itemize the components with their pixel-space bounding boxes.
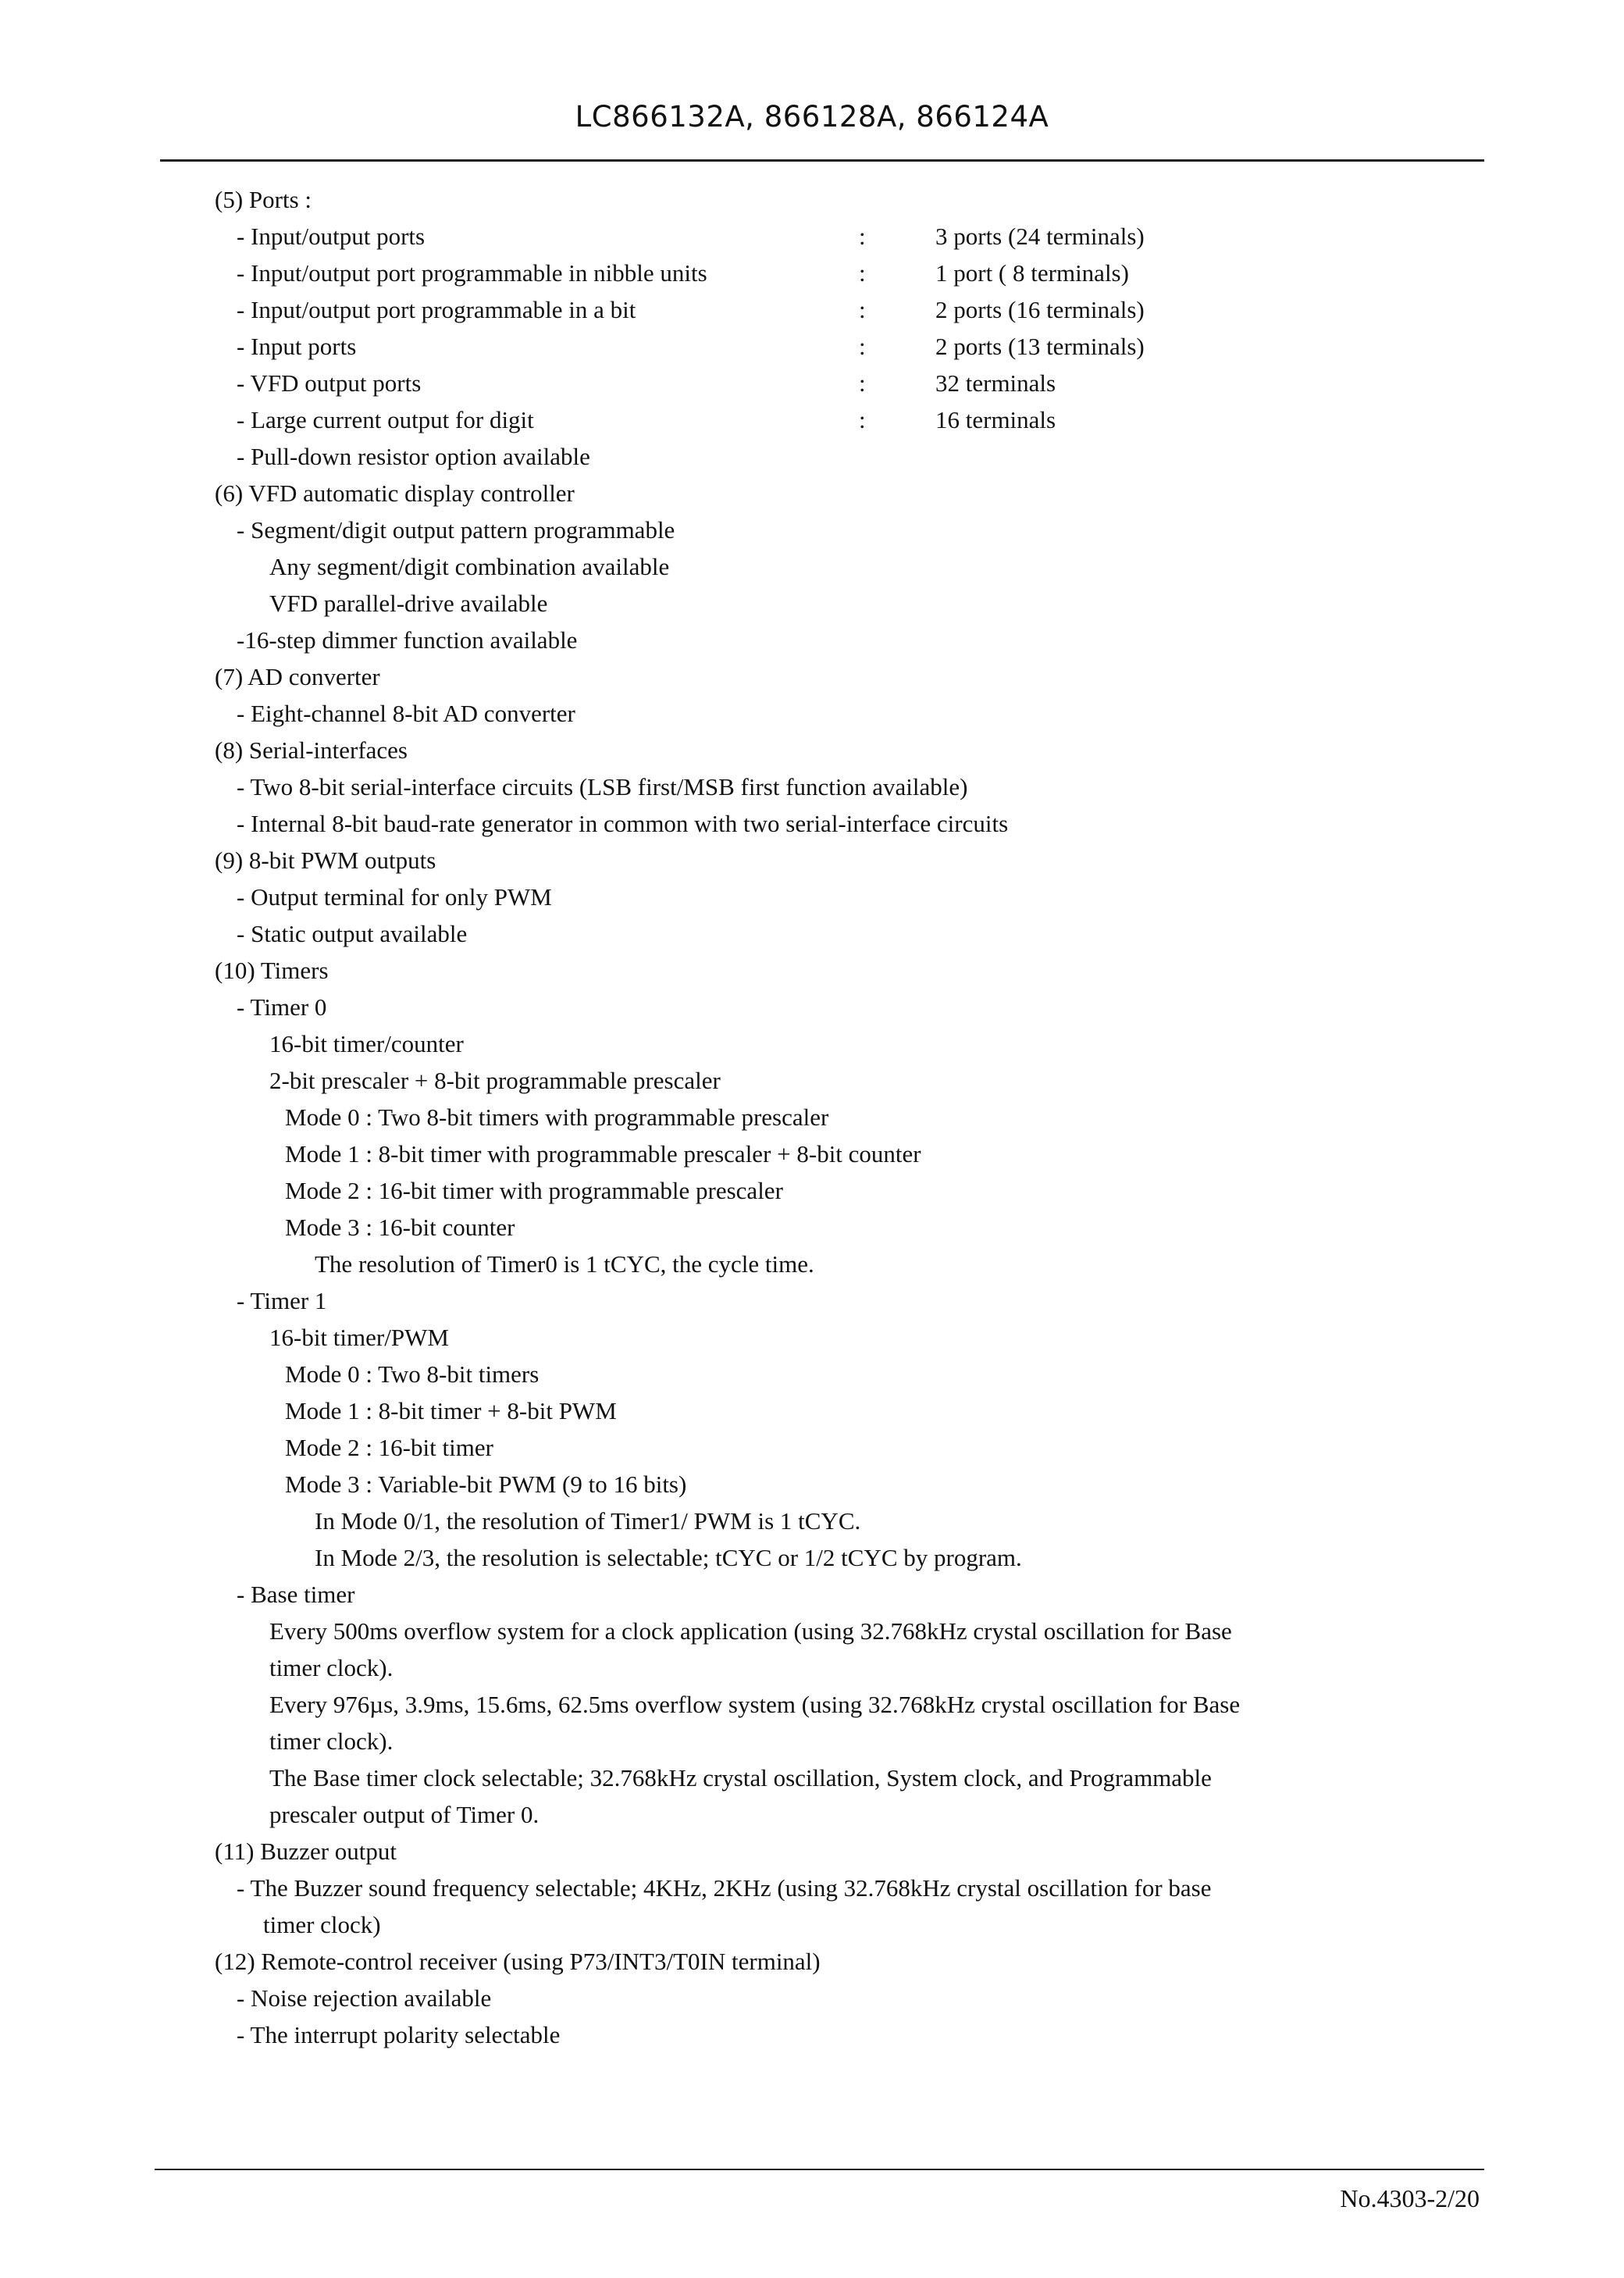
ports-row-label: - Input ports	[237, 333, 357, 360]
ad-line: - Eight-channel 8-bit AD converter	[237, 700, 575, 727]
ports-row-value: 1 port ( 8 terminals)	[935, 259, 1129, 287]
vfd-line: VFD parallel-drive available	[269, 590, 548, 617]
base-timer-line: timer clock).	[269, 1727, 394, 1755]
pwm-line: - Output terminal for only PWM	[237, 883, 552, 911]
timer1-resolution: In Mode 0/1, the resolution of Timer1/ PWM is 1 tCYC.	[315, 1507, 861, 1535]
timer1-line: 16-bit timer/PWM	[269, 1324, 449, 1351]
ports-row-value: 16 terminals	[935, 406, 1056, 433]
ports-row-value: 2 ports (13 terminals)	[935, 333, 1145, 360]
serial-line: - Two 8-bit serial-interface circuits (LSB first/MSB first function available)	[237, 773, 968, 800]
timer0-mode: Mode 2 : 16-bit timer with programmable prescaler	[285, 1177, 783, 1204]
ports-row-label: - VFD output ports	[237, 369, 422, 397]
base-timer-line: prescaler output of Timer 0.	[269, 1801, 540, 1828]
timer1-mode: Mode 3 : Variable-bit PWM (9 to 16 bits)	[285, 1471, 687, 1498]
section-serial-heading: (8) Serial-interfaces	[215, 736, 408, 764]
timer1-resolution: In Mode 2/3, the resolution is selectable; tCYC or 1/2 tCYC by program.	[315, 1544, 1022, 1571]
vfd-line: Any segment/digit combination available	[269, 553, 670, 580]
vfd-line: -16-step dimmer function available	[237, 626, 578, 654]
remote-line: - The interrupt polarity selectable	[237, 2021, 561, 2048]
ports-row-sep: :	[859, 223, 866, 250]
buzzer-line: timer clock)	[263, 1911, 381, 1938]
ports-row-label: - Input/output port programmable in nibble units	[237, 259, 707, 287]
timer1-mode: Mode 1 : 8-bit timer + 8-bit PWM	[285, 1397, 617, 1424]
timer0-mode: Mode 0 : Two 8-bit timers with programmable prescaler	[285, 1103, 829, 1131]
timer1-mode: Mode 0 : Two 8-bit timers	[285, 1360, 540, 1388]
buzzer-line: - The Buzzer sound frequency selectable; 4KHz, 2KHz (using 32.768kHz crystal oscillation for base	[237, 1874, 1212, 1902]
header-rule	[160, 159, 1484, 162]
timer0-title: - Timer 0	[237, 993, 327, 1021]
remote-line: - Noise rejection available	[237, 1984, 492, 2012]
base-timer-title: - Base timer	[237, 1581, 355, 1608]
ports-row-value: 32 terminals	[935, 369, 1056, 397]
ports-row-label: - Input/output port programmable in a bit	[237, 296, 636, 323]
ports-row-label: - Input/output ports	[237, 223, 426, 250]
ports-row-sep: :	[859, 406, 866, 433]
section-ports-heading: (5) Ports :	[215, 186, 312, 213]
footer-rule	[155, 2169, 1484, 2170]
ports-row-value: 2 ports (16 terminals)	[935, 296, 1145, 323]
page-title: LC866132A, 866128A, 866124A	[575, 100, 1049, 134]
section-ad-heading: (7) AD converter	[215, 663, 380, 690]
serial-line: - Internal 8-bit baud-rate generator in common with two serial-interface circuits	[237, 810, 1009, 837]
ports-row-value: 3 ports (24 terminals)	[935, 223, 1145, 250]
timer1-mode: Mode 2 : 16-bit timer	[285, 1434, 493, 1461]
pwm-line: - Static output available	[237, 920, 468, 947]
ports-row-sep: :	[859, 333, 866, 360]
ports-row-sep: :	[859, 259, 866, 287]
timer0-line: 2-bit prescaler + 8-bit programmable prescaler	[269, 1067, 721, 1094]
ports-pulldown: - Pull-down resistor option available	[237, 443, 590, 470]
section-pwm-heading: (9) 8-bit PWM outputs	[215, 847, 436, 874]
base-timer-line: Every 500ms overflow system for a clock application (using 32.768kHz crystal oscillation for Base	[269, 1617, 1232, 1645]
timer0-mode: Mode 3 : 16-bit counter	[285, 1214, 515, 1241]
timer1-title: - Timer 1	[237, 1287, 327, 1314]
section-remote-heading: (12) Remote-control receiver (using P73/INT3/T0IN terminal)	[215, 1948, 821, 1975]
base-timer-line: Every 976µs, 3.9ms, 15.6ms, 62.5ms overflow system (using 32.768kHz crystal oscillation for Base	[269, 1691, 1241, 1718]
timer0-mode: Mode 1 : 8-bit timer with programmable prescaler + 8-bit counter	[285, 1140, 921, 1168]
base-timer-line: timer clock).	[269, 1654, 394, 1681]
ports-row-label: - Large current output for digit	[237, 406, 534, 433]
vfd-line: - Segment/digit output pattern programmable	[237, 516, 675, 544]
ports-row-sep: :	[859, 296, 866, 323]
section-vfd-heading: (6) VFD automatic display controller	[215, 479, 575, 507]
timer0-resolution: The resolution of Timer0 is 1 tCYC, the cycle time.	[315, 1250, 814, 1278]
section-buzzer-heading: (11) Buzzer output	[215, 1838, 397, 1865]
ports-row-sep: :	[859, 369, 866, 397]
document-number: No.4303-2/20	[1340, 2184, 1480, 2212]
timer0-line: 16-bit timer/counter	[269, 1030, 464, 1057]
section-timers-heading: (10) Timers	[215, 957, 329, 984]
base-timer-line: The Base timer clock selectable; 32.768kHz crystal oscillation, System clock, and Programmable	[269, 1764, 1212, 1791]
